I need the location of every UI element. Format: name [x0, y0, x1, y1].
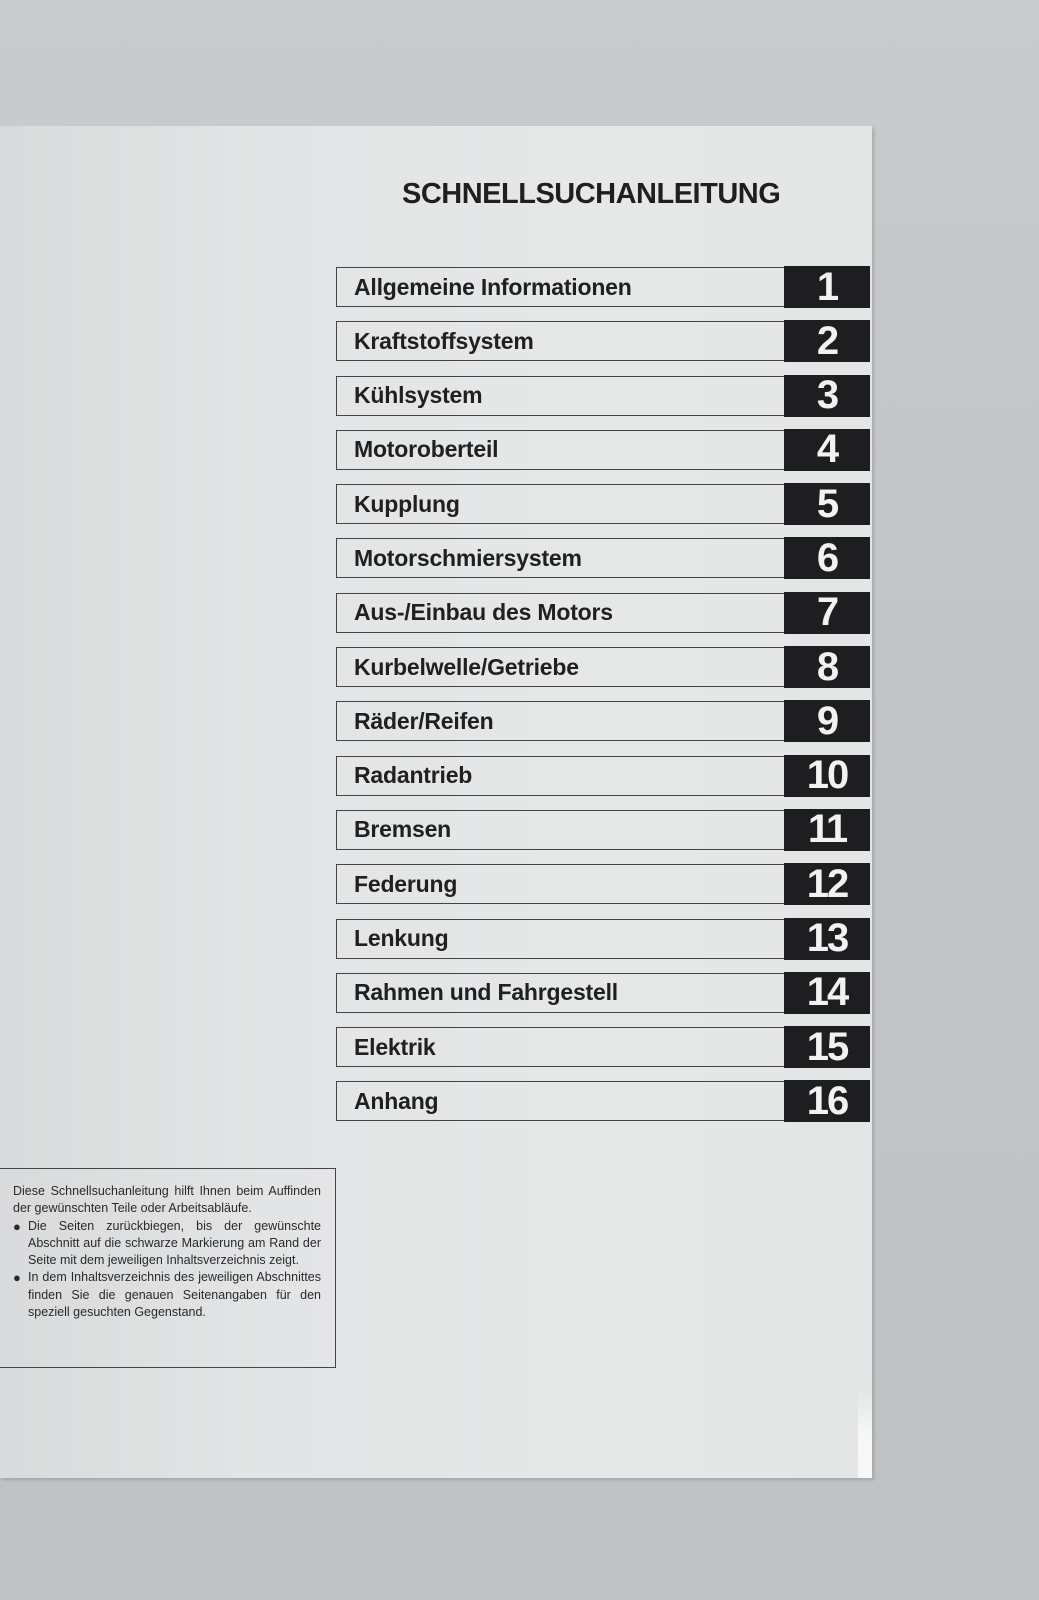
bullet-icon: ●	[13, 1270, 21, 1286]
toc-row[interactable]	[336, 318, 873, 363]
instruction-bullet-text: In dem Inhaltsverzeichnis des jeweiligen Abschnittes finden Sie die genauen Seitenangaben für den speziell gesuchten Gegenstand.	[28, 1270, 321, 1320]
instruction-bullet-text: Die Seiten zurückbiegen, bis der gewünschte Abschnitt auf die schwarze Markierung am Rand der Seite mit dem jeweiligen Inhaltsverzeichnis zeigt.	[28, 1218, 321, 1268]
toc-row[interactable]	[336, 535, 873, 580]
instruction-bullet	[13, 1269, 321, 1321]
toc-row[interactable]	[336, 807, 873, 852]
toc-number-tab[interactable]: 10	[784, 755, 870, 797]
toc-label: Bremsen	[336, 810, 784, 850]
toc-number-tab[interactable]: 11	[784, 809, 870, 851]
toc-row[interactable]	[336, 481, 873, 526]
toc-row[interactable]	[336, 427, 873, 472]
toc-number-tab[interactable]: 3	[784, 375, 870, 417]
page-corner	[858, 1388, 872, 1478]
toc-label: Federung	[336, 864, 784, 904]
toc-row[interactable]	[336, 698, 873, 743]
toc-number-tab[interactable]: 2	[784, 320, 870, 362]
toc-row[interactable]	[336, 264, 873, 309]
toc-label: Lenkung	[336, 919, 784, 959]
toc-number-tab[interactable]: 4	[784, 429, 870, 471]
toc-row[interactable]	[336, 753, 873, 798]
toc-label: Motorschmiersystem	[336, 538, 784, 578]
toc-label: Kraftstoffsystem	[336, 321, 784, 361]
toc-label: Motoroberteil	[336, 430, 784, 470]
toc-row[interactable]	[336, 590, 873, 635]
toc-number-tab[interactable]: 5	[784, 483, 870, 525]
instruction-intro: Diese Schnellsuchanleitung hilft Ihnen beim Auffinden der gewünschten Teile oder Arbeitsabläufe.	[13, 1184, 321, 1216]
toc-row[interactable]	[336, 970, 873, 1015]
toc-number-tab[interactable]: 14	[784, 972, 870, 1014]
toc-label: Aus-/Einbau des Motors	[336, 593, 784, 633]
toc-number-tab[interactable]: 7	[784, 592, 870, 634]
bullet-icon: ●	[13, 1218, 21, 1234]
toc-row[interactable]	[336, 1024, 873, 1069]
toc-label: Anhang	[336, 1081, 784, 1121]
toc-number-tab[interactable]: 9	[784, 700, 870, 742]
toc-label: Radantrieb	[336, 756, 784, 796]
page-title: SCHNELLSUCHANLEITUNG	[402, 178, 781, 210]
toc-label: Kupplung	[336, 484, 784, 524]
toc-label: Kühlsystem	[336, 376, 784, 416]
toc-row[interactable]	[336, 861, 873, 906]
toc-number-tab[interactable]: 15	[784, 1026, 870, 1068]
instruction-box	[0, 1168, 336, 1368]
toc-label: Räder/Reifen	[336, 701, 784, 741]
toc-number-tab[interactable]: 6	[784, 537, 870, 579]
toc-number-tab[interactable]: 1	[784, 266, 870, 308]
toc-row[interactable]	[336, 1078, 873, 1123]
toc-label: Rahmen und Fahrgestell	[336, 973, 784, 1013]
toc-label: Elektrik	[336, 1027, 784, 1067]
toc-number-tab[interactable]: 13	[784, 918, 870, 960]
toc-label: Allgemeine Informationen	[336, 267, 784, 307]
toc-label: Kurbelwelle/Getriebe	[336, 647, 784, 687]
toc-number-tab[interactable]: 16	[784, 1080, 870, 1122]
toc-row[interactable]	[336, 644, 873, 689]
toc-row[interactable]	[336, 916, 873, 961]
toc-row[interactable]	[336, 373, 873, 418]
quick-index-list	[336, 264, 873, 1136]
toc-number-tab[interactable]: 8	[784, 646, 870, 688]
manual-page	[0, 126, 872, 1478]
toc-number-tab[interactable]: 12	[784, 863, 870, 905]
instruction-bullet	[13, 1218, 321, 1270]
